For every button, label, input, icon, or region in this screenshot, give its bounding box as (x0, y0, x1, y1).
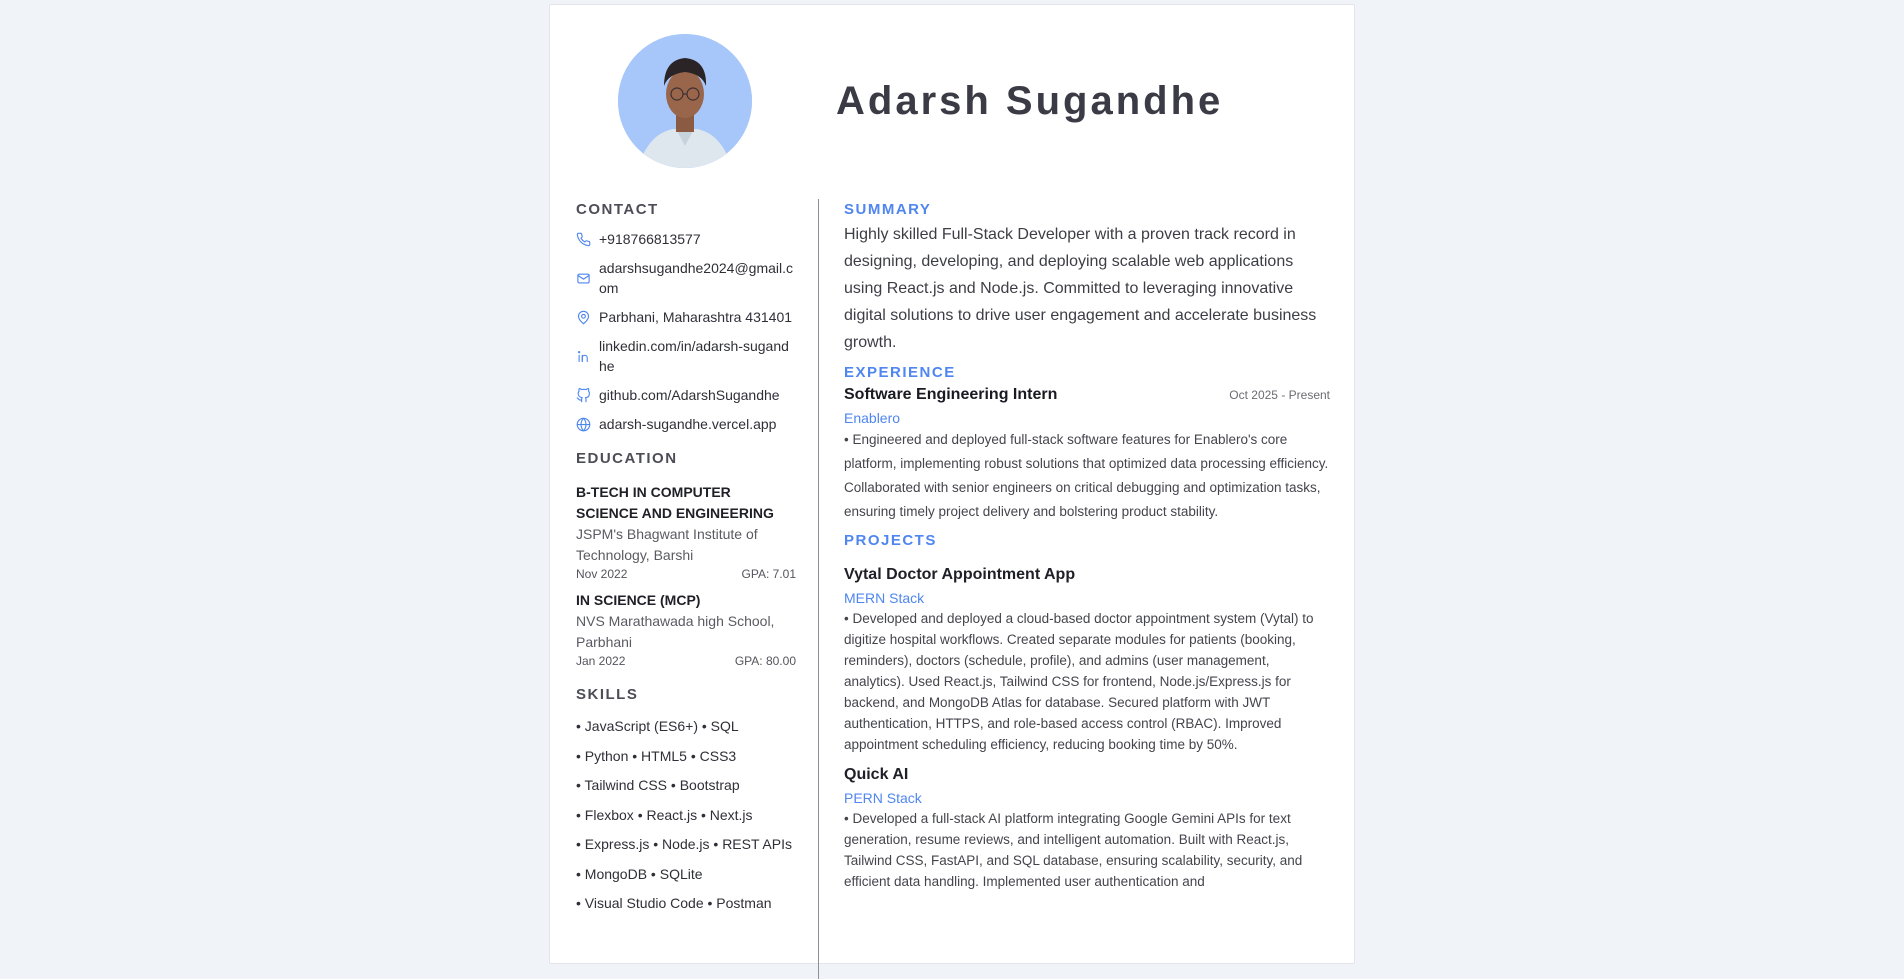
skill-line: • Flexbox • React.js • Next.js (576, 806, 753, 823)
project-item (844, 564, 1330, 755)
project-bullet: • Developed and deployed a cloud-based doctor appointment system (Vytal) to digitize hospital workflows. Created separate modules for patients (booking, reminders), doctors (schedule, profile), and admins (user management, analytics). Used React.js, Tailwind CSS for frontend, Node.js/Express.js for backend, and MongoDB Atlas for database. Secured platform with JWT authentication, HTTPS, and role-based access control (RBAC). Improved appointment scheduling efficiency, reducing booking time by 50%. (844, 611, 1314, 752)
education-school: JSPM's Bhagwant Institute of Technology, Barshi (576, 526, 758, 563)
contact-github-text: github.com/AdarshSugandhe (599, 387, 780, 403)
summary-section (844, 199, 1330, 356)
education-section (576, 448, 796, 669)
project-title: Vytal Doctor Appointment App (844, 566, 1076, 583)
summary-text: Highly skilled Full-Stack Developer with a proven track record in designing, developing, and deploying scalable web applications using React.js and Node.js. Committed to leveraging innovative digital solutions to drive user engagement and accelerate business growth. (844, 226, 1317, 351)
project-stack: MERN Stack (844, 590, 925, 606)
experience-section (844, 362, 1330, 524)
education-degree: IN SCIENCE (MCP) (576, 592, 701, 608)
projects-heading: PROJECTS (844, 532, 937, 549)
education-degree: B-TECH IN COMPUTER SCIENCE AND ENGINEERING (576, 484, 774, 521)
education-item (576, 482, 796, 582)
project-stack: PERN Stack (844, 790, 922, 806)
avatar (618, 34, 752, 168)
education-date: Jan 2022 (576, 654, 626, 668)
resume-page (549, 4, 1355, 964)
contact-website[interactable] (576, 414, 796, 434)
globe-icon (576, 417, 591, 432)
github-icon (576, 388, 591, 403)
education-item (576, 590, 796, 669)
contact-phone[interactable] (576, 229, 796, 249)
skills-section (576, 684, 796, 913)
experience-heading: EXPERIENCE (844, 364, 956, 381)
skill-line: • Visual Studio Code • Postman (576, 895, 772, 911)
contact-email[interactable] (576, 258, 796, 298)
contact-section (576, 199, 796, 434)
project-bullet: • Developed a full-stack AI platform integrating Google Gemini APIs for text generation, resume reviews, and intelligent automation. Built with React.js, Tailwind CSS, FastAPI, and SQL database, ensuring scalability, security, and efficient data handling. Implemented user authentication and (844, 811, 1303, 889)
experience-bullet: • Engineered and deployed full-stack software features for Enablero's core platform, implementing robust solutions that optimized data processing efficiency. Collaborated with senior engineers on critical debugging and optimization tasks, ensuring timely project delivery and bolstering product stability. (844, 432, 1329, 519)
experience-item (844, 384, 1330, 524)
contact-linkedin[interactable] (576, 336, 796, 376)
contact-phone-text: +918766813577 (599, 231, 701, 247)
location-pin-icon (576, 310, 591, 325)
experience-date: Oct 2025 - Present (1229, 388, 1330, 402)
right-column (844, 199, 1330, 892)
contact-linkedin-text: linkedin.com/in/adarsh-sugandhe (599, 338, 789, 374)
contact-github[interactable] (576, 385, 796, 405)
candidate-name: Adarsh Sugandhe (836, 79, 1224, 123)
education-school: NVS Marathawada high School, Parbhani (576, 613, 775, 650)
experience-company: Enablero (844, 410, 901, 426)
experience-role: Software Engineering Intern (844, 386, 1058, 403)
education-gpa: GPA: 7.01 (741, 567, 796, 581)
skill-line: • Tailwind CSS • Bootstrap (576, 777, 740, 793)
mail-icon (576, 271, 591, 286)
avatar-photo (618, 34, 752, 168)
contact-location (576, 307, 796, 327)
contact-location-text: Parbhani, Maharashtra 431401 (599, 309, 793, 325)
summary-heading: SUMMARY (844, 201, 932, 218)
left-column (576, 199, 796, 923)
contact-email-text: adarshsugandhe2024@gmail.com (599, 260, 794, 296)
skill-line: • Express.js • Node.js • REST APIs (576, 836, 792, 852)
education-date: Nov 2022 (576, 567, 628, 581)
skills-heading: SKILLS (576, 686, 639, 703)
column-divider (818, 199, 819, 979)
skill-line: • Python • HTML5 • CSS3 (576, 747, 737, 764)
skill-line: • MongoDB • SQLite (576, 865, 703, 882)
project-title: Quick AI (844, 766, 909, 783)
contact-website-text: adarsh-sugandhe.vercel.app (599, 416, 777, 432)
skill-line: • JavaScript (ES6+) • SQL (576, 718, 739, 734)
phone-icon (576, 232, 591, 247)
education-heading: EDUCATION (576, 450, 678, 467)
projects-section (844, 530, 1330, 892)
linkedin-icon (576, 349, 591, 364)
project-item (844, 764, 1330, 892)
education-gpa: GPA: 80.00 (734, 654, 796, 668)
contact-heading: CONTACT (576, 201, 659, 218)
